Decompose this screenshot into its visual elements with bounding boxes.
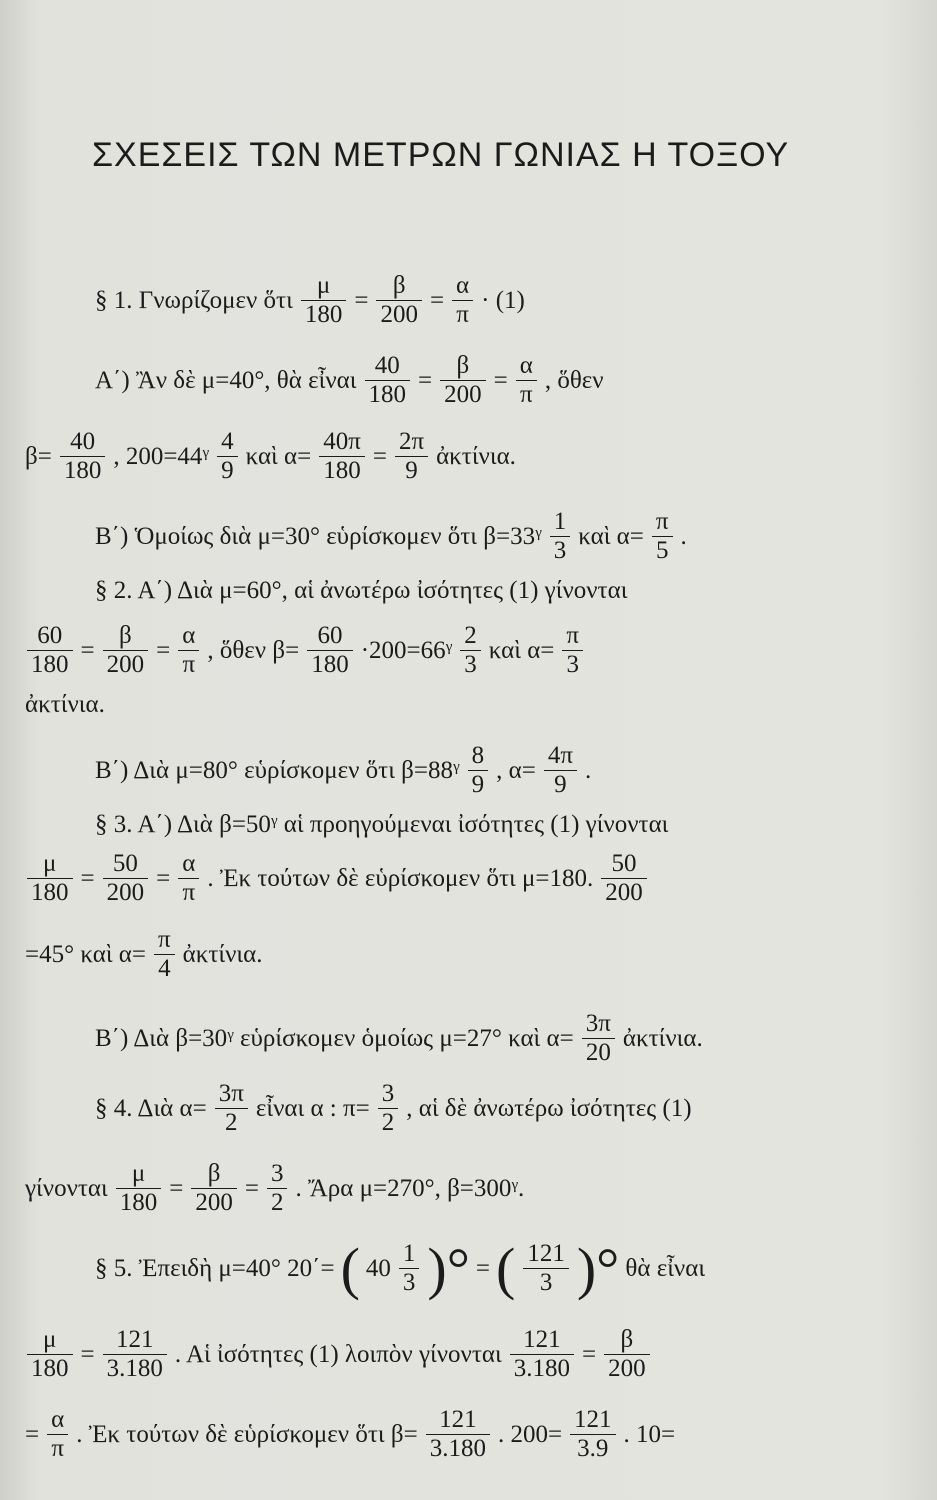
text-line bbox=[92, 810, 671, 840]
text-run: = bbox=[25, 1420, 40, 1448]
fraction-denominator: 3 bbox=[553, 537, 567, 564]
text-run: = bbox=[493, 366, 508, 394]
fraction-numerator: 121 bbox=[523, 1326, 561, 1353]
fraction-denominator: 2 bbox=[270, 1189, 284, 1216]
fraction-numerator: μ bbox=[131, 1160, 146, 1187]
fraction-numerator: β bbox=[620, 1326, 634, 1353]
fraction-numerator: 60 bbox=[317, 622, 343, 649]
text-run: καὶ α= bbox=[245, 442, 312, 470]
fraction bbox=[178, 622, 199, 679]
text-run: = bbox=[80, 1340, 95, 1368]
fraction bbox=[460, 622, 481, 679]
text-line bbox=[22, 1326, 655, 1383]
fraction-numerator: μ bbox=[316, 272, 331, 299]
text-run: =45° καὶ α= bbox=[25, 940, 146, 968]
fraction bbox=[510, 1326, 574, 1383]
fraction-denominator: 3.180 bbox=[429, 1435, 486, 1462]
fraction-denominator: 9 bbox=[554, 771, 567, 798]
text-run: β= bbox=[25, 442, 52, 470]
text-run: · (1) bbox=[481, 286, 525, 314]
text-run: = bbox=[429, 286, 445, 314]
text-run: . Ἐκ τούτων δὲ εὑρίσκομεν ὅτι β= bbox=[76, 1420, 418, 1448]
text-run: § 4. Διὰ α= bbox=[95, 1094, 207, 1122]
fraction bbox=[452, 272, 473, 329]
fraction bbox=[365, 352, 411, 409]
text-run: § 5. Ἐπειδὴ μ=40° 20΄= bbox=[95, 1254, 335, 1282]
fraction-numerator: 4π bbox=[547, 742, 573, 769]
text-run: Β΄) Διὰ β=30ᵞ εὑρίσκομεν ὁμοίως μ=27° καὶ α= bbox=[95, 1024, 574, 1052]
text-line bbox=[22, 1406, 678, 1463]
text-run: = bbox=[80, 636, 95, 664]
fraction bbox=[116, 1160, 162, 1217]
fraction-denominator: 180 bbox=[368, 381, 406, 408]
fraction-denominator: 180 bbox=[119, 1189, 158, 1216]
text-run: ·200=66ᵞ bbox=[360, 636, 453, 664]
fraction bbox=[426, 1406, 490, 1463]
text-run: § 2. Α΄) Διὰ μ=60°, αἱ ἀνωτέρω ἰσότητες (1) γίνονται bbox=[95, 577, 628, 604]
fraction-denominator: π bbox=[456, 301, 469, 328]
fraction bbox=[440, 352, 486, 409]
text-run: = bbox=[354, 286, 369, 314]
fraction-denominator: 9 bbox=[221, 457, 234, 484]
fraction-numerator: 121 bbox=[574, 1406, 612, 1433]
text-line bbox=[22, 1160, 527, 1217]
fraction-numerator: α bbox=[182, 622, 196, 649]
fraction-denominator: 200 bbox=[380, 301, 418, 328]
fraction bbox=[550, 508, 571, 565]
text-run: καὶ α= bbox=[578, 522, 644, 550]
fraction-denominator: 3 bbox=[464, 651, 477, 678]
text-run: = bbox=[418, 366, 433, 394]
text-run: = bbox=[156, 864, 171, 892]
text-run: = bbox=[80, 864, 95, 892]
fraction bbox=[60, 428, 106, 485]
fraction bbox=[267, 1160, 288, 1217]
fraction-numerator: π bbox=[566, 622, 580, 649]
text-line bbox=[92, 1235, 708, 1301]
fraction-denominator: 200 bbox=[444, 381, 482, 408]
fraction bbox=[582, 1010, 615, 1067]
text-line bbox=[22, 428, 519, 485]
text-run: . Ἄρα μ=270°, β=300ᵞ. bbox=[295, 1174, 525, 1202]
fraction-denominator: 3.9 bbox=[577, 1435, 609, 1462]
fraction-denominator: 3.180 bbox=[106, 1355, 163, 1382]
fraction-denominator: 200 bbox=[608, 1355, 646, 1382]
text-run: καὶ α= bbox=[488, 636, 555, 664]
fraction bbox=[217, 428, 238, 485]
text-line bbox=[92, 352, 607, 409]
fraction bbox=[215, 1080, 248, 1137]
text-run: = bbox=[581, 1340, 597, 1368]
large-parenthesis: ( bbox=[340, 1235, 360, 1301]
fraction-numerator: π bbox=[655, 508, 669, 535]
text-run: γίνονται bbox=[25, 1174, 108, 1202]
fraction-denominator: 5 bbox=[655, 537, 669, 564]
fraction-numerator: 40 bbox=[374, 352, 400, 379]
text-run: 40 bbox=[365, 1254, 391, 1282]
fraction bbox=[468, 742, 489, 799]
text-run: . bbox=[680, 522, 687, 550]
fraction-numerator: α bbox=[182, 850, 196, 877]
fraction-numerator: 3π bbox=[585, 1010, 611, 1037]
fraction bbox=[601, 850, 647, 907]
large-parenthesis: )° bbox=[576, 1235, 620, 1301]
large-parenthesis: ( bbox=[496, 1235, 516, 1301]
text-run: ἀκτίνια. bbox=[182, 940, 263, 968]
fraction-denominator: 180 bbox=[323, 457, 361, 484]
fraction bbox=[27, 850, 73, 907]
fraction bbox=[652, 508, 673, 565]
text-line bbox=[92, 1010, 706, 1067]
text-run: Β΄) Διὰ μ=80° εὑρίσκομεν ὅτι β=88ᵞ bbox=[95, 756, 460, 784]
fraction bbox=[191, 1160, 237, 1217]
fraction bbox=[47, 1406, 68, 1463]
text-line bbox=[92, 742, 594, 799]
text-run: . 200= bbox=[497, 1420, 563, 1448]
fraction bbox=[178, 850, 199, 907]
fraction bbox=[301, 272, 347, 329]
fraction bbox=[570, 1406, 616, 1463]
fraction bbox=[376, 272, 422, 329]
fraction-numerator: β bbox=[118, 622, 132, 649]
text-run: = bbox=[156, 636, 171, 664]
fraction-numerator: α bbox=[519, 352, 533, 379]
text-run: θὰ εἶναι bbox=[625, 1254, 706, 1282]
fraction bbox=[103, 850, 149, 907]
text-run: , αἱ δὲ ἀνωτέρω ἰσότητες (1) bbox=[406, 1094, 692, 1122]
text-run: = bbox=[475, 1254, 491, 1282]
fraction bbox=[399, 1240, 420, 1297]
fraction-numerator: 4 bbox=[221, 428, 234, 455]
text-run: Α΄) Ἂν δὲ μ=40°, θὰ εἶναι bbox=[95, 366, 357, 394]
fraction-numerator: 2π bbox=[398, 428, 425, 455]
fraction-numerator: 121 bbox=[115, 1326, 154, 1353]
fraction-numerator: 121 bbox=[527, 1240, 565, 1267]
fraction-numerator: π bbox=[158, 926, 171, 953]
fraction-denominator: 3 bbox=[402, 1269, 416, 1296]
fraction-denominator: 200 bbox=[195, 1189, 233, 1216]
text-line bbox=[92, 508, 690, 565]
fraction-denominator: π bbox=[51, 1435, 64, 1462]
fraction-numerator: 3π bbox=[218, 1080, 244, 1107]
fraction bbox=[27, 1326, 73, 1383]
fraction-numerator: 3 bbox=[270, 1160, 284, 1187]
fraction-numerator: μ bbox=[43, 850, 57, 877]
text-run: . 10= bbox=[623, 1420, 676, 1448]
fraction-numerator: 1 bbox=[402, 1240, 416, 1267]
text-run: Β΄) Ὁμοίως διὰ μ=30° εὑρίσκομεν ὅτι β=33ᵞ bbox=[95, 522, 542, 550]
fraction-numerator: 50 bbox=[611, 850, 637, 877]
fraction-numerator: 50 bbox=[112, 850, 138, 877]
text-run: ἀκτίνια. bbox=[436, 442, 516, 470]
fraction-numerator: 3 bbox=[381, 1080, 395, 1107]
fraction bbox=[319, 428, 365, 485]
fraction-denominator: 2 bbox=[381, 1109, 395, 1136]
text-run: § 3. Α΄) Διὰ β=50ᵞ αἱ προηγούμεναι ἰσότητες (1) γίνονται bbox=[95, 811, 669, 838]
fraction bbox=[516, 352, 537, 409]
text-run: ἀκτίνια. bbox=[25, 691, 105, 718]
text-run: = bbox=[372, 442, 387, 470]
fraction-numerator: β bbox=[456, 352, 470, 379]
fraction-denominator: 20 bbox=[585, 1039, 611, 1066]
text-run: . bbox=[584, 756, 592, 784]
fraction bbox=[562, 622, 583, 679]
fraction-numerator: α bbox=[51, 1406, 65, 1433]
fraction-denominator: 200 bbox=[106, 879, 145, 906]
fraction-numerator: 1 bbox=[553, 508, 567, 535]
fraction-numerator: β bbox=[392, 272, 406, 299]
text-run: , ὅθεν β= bbox=[207, 636, 300, 664]
fraction bbox=[604, 1326, 650, 1383]
fraction bbox=[307, 622, 353, 679]
fraction-denominator: 4 bbox=[158, 955, 171, 982]
text-run: , α= bbox=[496, 756, 536, 784]
text-line bbox=[22, 850, 652, 907]
text-line bbox=[92, 272, 528, 329]
fraction bbox=[395, 428, 428, 485]
fraction-denominator: π bbox=[182, 651, 196, 678]
text-run: = bbox=[169, 1174, 184, 1202]
fraction-denominator: 200 bbox=[106, 651, 145, 678]
fraction-denominator: 180 bbox=[311, 651, 349, 678]
fraction-denominator: 180 bbox=[304, 301, 343, 328]
fraction-numerator: 40π bbox=[323, 428, 361, 455]
fraction-denominator: π bbox=[182, 879, 196, 906]
text-run: . Ἐκ τούτων δὲ εὑρίσκομεν ὅτι μ=180. bbox=[207, 864, 594, 892]
fraction-denominator: 180 bbox=[63, 457, 102, 484]
fraction-numerator: β bbox=[207, 1160, 221, 1187]
fraction-numerator: 8 bbox=[471, 742, 485, 769]
text-line bbox=[92, 1080, 695, 1137]
fraction-denominator: π bbox=[519, 381, 533, 408]
fraction-denominator: 9 bbox=[471, 771, 485, 798]
fraction bbox=[103, 1326, 167, 1383]
fraction-numerator: μ bbox=[43, 1326, 57, 1353]
fraction-denominator: 9 bbox=[405, 457, 418, 484]
page-title: ΣΧΕΣΕΙΣ ΤΩΝ ΜΕΤΡΩΝ ΓΩΝΙΑΣ Η ΤΟΞΟΥ bbox=[92, 136, 790, 174]
fraction-denominator: 2 bbox=[225, 1109, 238, 1136]
fraction-denominator: 3 bbox=[539, 1269, 553, 1296]
text-line bbox=[92, 576, 630, 606]
text-line bbox=[22, 622, 588, 679]
text-line bbox=[22, 690, 108, 720]
fraction-denominator: 180 bbox=[31, 651, 69, 678]
text-run: = bbox=[244, 1174, 259, 1202]
text-run: § 1. Γνωρίζομεν ὅτι bbox=[95, 286, 293, 314]
fraction-denominator: 3.180 bbox=[513, 1355, 570, 1382]
fraction-denominator: 180 bbox=[31, 879, 69, 906]
fraction-denominator: 3 bbox=[566, 651, 579, 678]
fraction-numerator: α bbox=[456, 272, 470, 299]
text-run: , ὅθεν bbox=[544, 366, 604, 394]
fraction bbox=[103, 622, 149, 679]
fraction bbox=[27, 622, 73, 679]
fraction bbox=[523, 1240, 569, 1297]
fraction-numerator: 60 bbox=[37, 622, 63, 649]
fraction bbox=[378, 1080, 399, 1137]
fraction bbox=[544, 742, 577, 799]
fraction-numerator: 121 bbox=[439, 1406, 477, 1433]
text-run: , 200=44ᵞ bbox=[113, 442, 210, 470]
text-run: . Αἱ ἰσότητες (1) λοιπὸν γίνονται bbox=[174, 1340, 502, 1368]
fraction bbox=[154, 926, 175, 983]
text-run: εἶναι α : π= bbox=[255, 1094, 370, 1122]
fraction-denominator: 180 bbox=[31, 1355, 69, 1382]
text-run: ἀκτίνια. bbox=[622, 1024, 703, 1052]
text-line bbox=[22, 926, 265, 983]
fraction-numerator: 2 bbox=[464, 622, 477, 649]
large-parenthesis: )° bbox=[427, 1235, 470, 1301]
fraction-denominator: 200 bbox=[605, 879, 643, 906]
fraction-numerator: 40 bbox=[70, 428, 96, 455]
